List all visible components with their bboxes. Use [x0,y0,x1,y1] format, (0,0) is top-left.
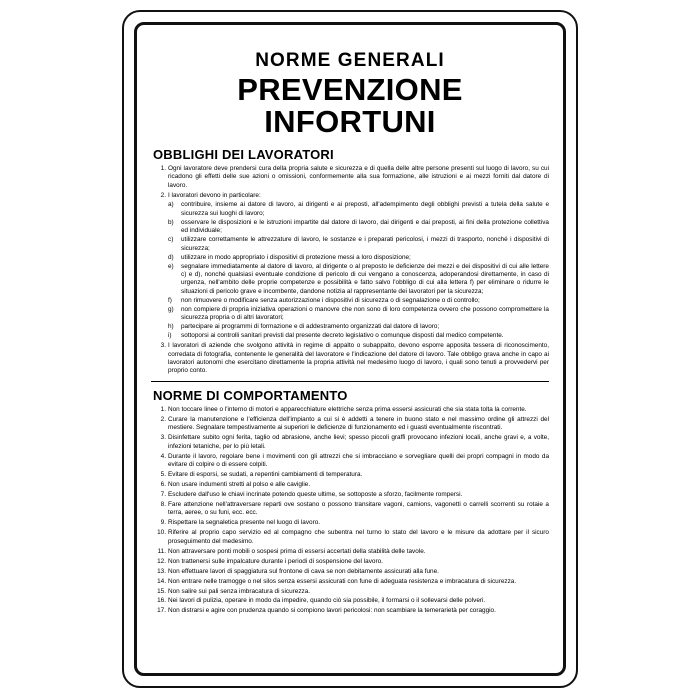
list-item [151,548,549,556]
list-item-number: 10. [157,529,166,537]
list-item [151,434,549,451]
section-obblighi-body [151,165,549,376]
section-heading-comportamento: NORME DI COMPORTAMENTO [153,387,348,403]
sub-list-item [168,263,549,297]
list-item-number: 11. [157,547,166,555]
list-item-number: 7. [160,490,166,498]
list-item-number: 6. [160,481,166,489]
list-item [151,453,549,470]
list-item-number: 3. [160,434,166,442]
list-item-number: 8. [160,500,166,508]
list-item-text: Non salire sui pali senza imbracatura di sicurezza. [168,587,311,595]
safety-sign-board [122,10,578,688]
sub-list-item [168,236,549,253]
list-item [151,501,549,518]
sub-item-text: partecipare ai programmi di formazione e di addestramento organizzati dal datore di lavoro; [181,323,440,331]
list-item-number: 5. [160,471,166,479]
list-item-number: 12. [157,557,166,565]
list-item [151,558,549,566]
sub-item-letter: g) [168,305,174,313]
list-item-text: Durante il lavoro, regolare bene i movimenti con gli attrezzi che si imbracciano e sorvegliare quelli dei propri compagni in modo da evitare di colpire o di essere colpiti. [168,452,549,469]
list-item [151,597,549,605]
list-item-text: I lavoratori devono in particolare: [168,191,261,199]
list-item-number: 15. [157,587,166,595]
sign-inner-frame [134,22,566,676]
list-item-text: Ogni lavoratore deve prendersi cura della propria salute e sicurezza e di quella delle altre persone presenti sul luogo di lavoro, su cui ricadono gli effetti delle sue azioni o omissioni, conformemente alla sua formazione, alle istruzioni e ai mezzi forniti dal datore di lavoro. [168,165,549,189]
sub-item-text: utilizzare correttamente le attrezzature di lavoro, le sostanze e i preparati pericolosi, i mezzi di trasporto, nonché i dispositivi di sicurezza; [181,236,549,252]
list-item [151,165,549,190]
list-item [151,192,549,341]
list-item [151,342,549,376]
sub-item-letter: h) [168,323,174,331]
list-item-text: Riferire al proprio capo servizio ed al compagno che subentra nel turno lo stato del lavoro e le misure da adottare per il sicuro proseguimento del medesimo. [168,529,549,545]
sub-list-item [168,323,549,331]
list-item-number: 4. [160,452,166,460]
list-item [151,481,549,489]
sub-list-item [168,306,549,323]
list-item-number: 13. [157,567,166,575]
sub-item-letter: b) [168,218,174,226]
obblighi-sublist [168,201,549,340]
list-item-number: 16. [157,597,166,605]
sub-item-text: contribuire, insieme ai datore di lavoro, ai dirigenti e ai preposti, all'adempimento degli obblighi previsti a tutela della salute e sicurezza sui luoghi di lavoro; [181,201,549,217]
list-item-text: Evitare di esporsi, se sudati, a repentini cambiamenti di temperatura. [168,471,363,479]
list-item-text: Escludere dall'uso le chiavi incrinate potendo queste ultime, se sottoposte a sforzo, facilmente rompersi. [168,490,463,498]
sub-item-text: non rimuovere o modificare senza autorizzazione i dispositivi di sicurezza o di segnalazione o di controllo; [181,296,480,304]
sub-item-letter: e) [168,262,174,270]
sub-list-item [168,201,549,218]
sub-item-text: non compiere di propria iniziativa operazioni o manovre che non sono di loro competenza ovvero che possono compromettere la sicurezza propria o di altri lavoratori; [181,305,549,322]
list-item-number: 1. [160,405,166,413]
sign-title-small: NORME GENERALI [255,50,445,71]
list-item-text: Non trattenersi sulle impalcature durante i periodi di sospensione del lavoro. [168,557,383,565]
list-item-text: Non effettuare lavori di spaggiatura sul frontone di cava se non debitamente assicurati alla fune. [168,567,439,575]
section-comportamento-body [151,406,549,616]
comportamento-list [151,406,549,616]
sign-title-main: PREVENZIONE INFORTUNI [237,71,463,140]
sub-list-item [168,332,549,340]
list-item-number: 9. [160,519,166,527]
list-item-text: Non toccare linee o l'interno di motori e apparecchiature elettriche senza prima essersi assicurati che sia stata tolta la corrente. [168,405,527,413]
sub-item-text: sottoporsi ai controlli sanitari previsti dal presente decreto legislativo o comunque disposti dal medico competente. [181,332,504,340]
list-item-text: Disinfettare subito ogni ferita, taglio od abrasione, anche lievi; spesso piccoli graffi provocano infezioni locali, anche gravi e, a volte, infezioni tetaniche, per lo più letali. [168,434,549,450]
sub-list-item [168,254,549,262]
list-item [151,416,549,433]
list-item-text: I lavoratori di aziende che svolgono attività in regime di appalto o subappalto, devono esporre apposita tessera di riconoscimento, corredata di fotografia, contenente le generalità del lavoratore e l'indicazione del datore di lavoro. Tale obbligo grava anche in capo ai lavoratori autonomi che esercitano direttamente la propria attività nel medesimo luogo di lavoro, i quali sono tenuti a provvedervi per proprio conto. [168,342,549,375]
list-item [151,607,549,615]
list-item [151,491,549,499]
list-item-number: 1. [160,165,166,173]
list-item [151,471,549,479]
list-item [151,588,549,596]
sub-item-text: utilizzare in modo appropriato i dispositivi di protezione messi a loro disposizione; [181,253,411,261]
sub-item-text: segnalare immediatamente al datore di lavoro, al dirigente o al preposto le deficienze dei mezzi e dei dispositivi di cui alle lettere c) e d), nonché qualsiasi eventuale condizione di pericolo di cui vengano a conoscenza, adoperandosi direttamente, in caso di urgenza, nell'ambito delle proprie competenze e possibilità e fatto salvo l'obbligo di cui alla lettera f) per eliminare o ridurre le situazioni di pericolo grave e incombente, dandone notizia al rappresentante dei lavoratori per la sicurezza; [181,262,549,295]
list-item [151,578,549,586]
list-item-text: Fare attenzione nell'attraversare reparti ove sostano o possono transitare vagoni, camions, vagonetti o carrelli scorrenti su rotaie a terra, aeree, o su funi, ecc. ecc. [168,500,549,517]
sub-list-item [168,219,549,236]
section-divider [151,381,549,382]
list-item-number: 3. [160,342,166,350]
sub-list-item [168,297,549,305]
sub-item-letter: c) [168,236,174,244]
sub-item-text: osservare le disposizioni e le istruzioni impartite dal datore di lavoro, dai dirigenti e dai preposti, ai fini della protezione collettiva ed individuale; [181,218,549,235]
sub-item-letter: d) [168,253,174,261]
list-item-text: Non usare indumenti stretti al polso e alle caviglie. [168,481,311,489]
list-item [151,406,549,414]
list-item-number: 2. [160,191,166,199]
list-item [151,529,549,546]
list-item-text: Rispettare la segnaletica presente nel luogo di lavoro. [168,519,321,527]
list-item-text: Nei lavori di pulizia, operare in modo da impedire, quando ciò sia possibile, il formarsi o il sollevarsi delle polveri. [168,597,486,605]
section-heading-obblighi: OBBLIGHI DEI LAVORATORI [153,147,334,163]
list-item-text: Non attraversare ponti mobili o sospesi prima di essersi accertati della stabilità delle tavole. [168,547,426,555]
list-item [151,519,549,527]
sub-item-letter: i) [168,332,172,340]
list-item [151,568,549,576]
list-item-text: Non entrare nelle tramogge o nel silos senza essersi assicurati con fune di adeguata resistenza e imbracatura di sicurezza. [168,577,517,585]
list-item-text: Non distrarsi e agire con prudenza quando si compiono lavori pericolosi: non scambiare la temerarietà per coraggio. [168,607,496,615]
list-item-number: 17. [157,607,166,615]
list-item-text: Curare la manutenzione e l'efficienza dell'impianto a cui si è addetti a tenere in buono stato e nel massimo ordine gli attrezzi del mestiere. Segnalare tempestivamente ai superiori le deficienze di funzionamento ed i guasti eventualmente riscontrati. [168,415,549,432]
sub-item-letter: f) [168,296,172,304]
obblighi-list [151,165,549,376]
list-item-number: 2. [160,415,166,423]
sub-item-letter: a) [168,201,174,209]
list-item-number: 14. [157,577,166,585]
